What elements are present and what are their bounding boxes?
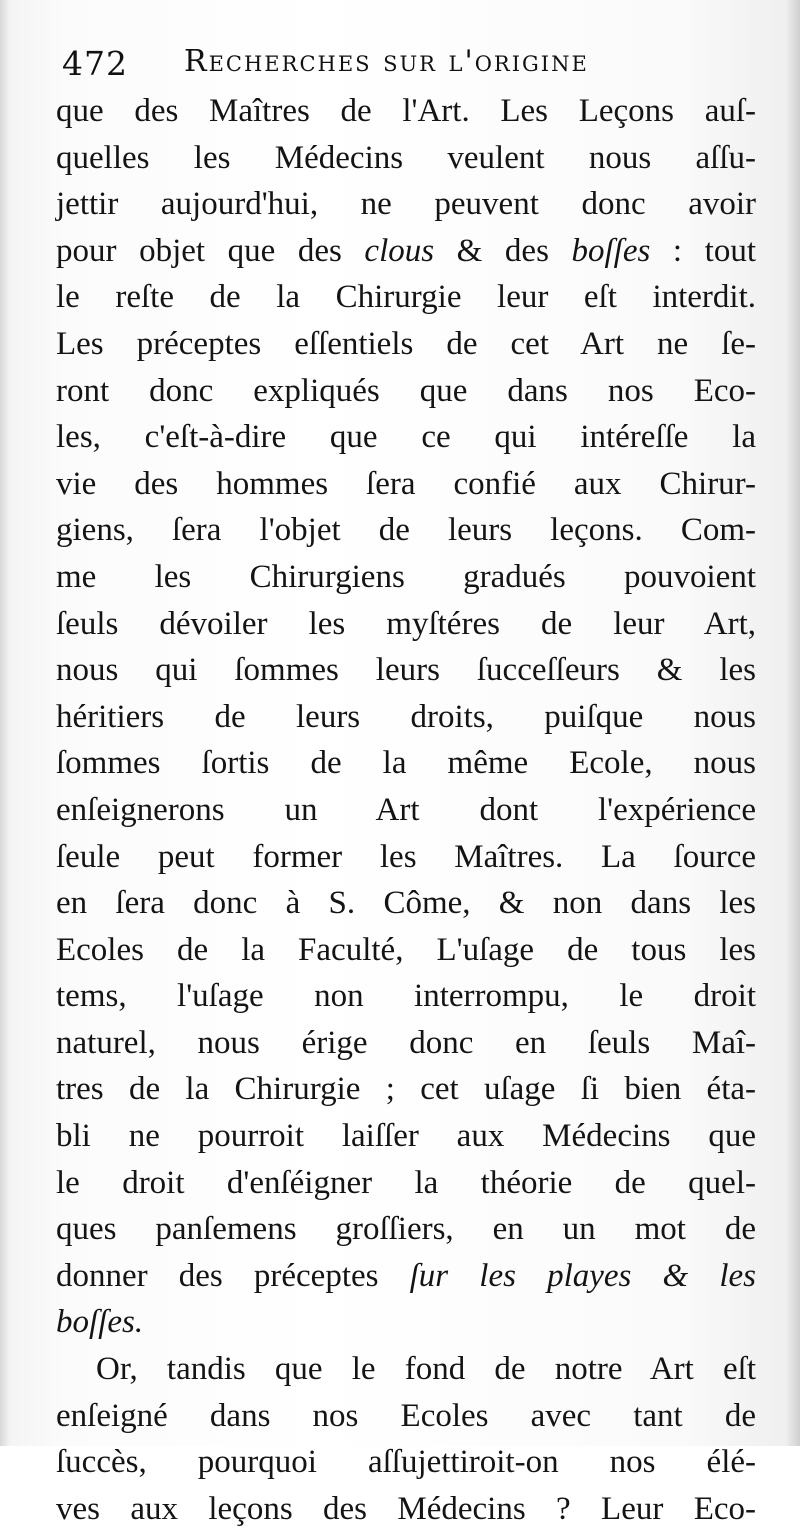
text-run: le droit d'enſéigner la théorie de quel- — [56, 1164, 756, 1201]
page-shadow-left — [0, 0, 10, 1446]
text-line — [56, 368, 756, 415]
text-run: jettir aujourd'hui, ne peuvent donc avoir — [56, 186, 756, 223]
text-run: ſeule peut former les Maîtres. La ſource — [56, 838, 756, 875]
text-run: Les préceptes eſſentiels de cet Art ne ſe- — [56, 325, 756, 362]
text-run: bli ne pourroit laiſſer aux Médecins que — [56, 1118, 756, 1155]
page-number: 472 — [62, 44, 128, 83]
text-line — [56, 1113, 756, 1160]
text-run: enſeignerons un Art dont l'expérience — [56, 791, 756, 828]
text-run: ves aux leçons des Médecins ? Leur Eco- — [56, 1490, 756, 1527]
text-line — [56, 834, 756, 881]
text-line — [56, 973, 756, 1020]
text-run: me les Chirurgiens gradués pouvoient — [56, 558, 756, 595]
text-run: donner des préceptes — [56, 1257, 410, 1294]
text-run: : tout — [650, 232, 756, 269]
body-text — [56, 88, 756, 1532]
text-line — [56, 927, 756, 974]
text-line — [56, 1253, 756, 1300]
page-header — [62, 40, 752, 90]
text-run: les, c'eſt-à-dire que ce qui intéreſſe la — [56, 419, 756, 456]
text-run: le reſte de la Chirurgie leur eſt interdit. — [56, 279, 756, 316]
page-shadow-right — [786, 0, 800, 1446]
italic-text: boſſes. — [56, 1304, 144, 1341]
text-run: quelles les Médecins veulent nous aſſu- — [56, 139, 756, 176]
text-run: ſuccès, pourquoi aſſujettiroit-on nos élé- — [56, 1444, 756, 1481]
text-line — [56, 1206, 756, 1253]
text-run: héritiers de leurs droits, puiſque nous — [56, 698, 756, 735]
text-run: vie des hommes ſera confié aux Chirur- — [56, 465, 756, 502]
italic-text: ſur les playes & les — [409, 1257, 756, 1294]
text-run: ſeuls dévoiler les myſtéres de leur Art, — [56, 605, 756, 642]
text-line — [56, 135, 756, 182]
text-line — [56, 880, 756, 927]
text-run: ront donc expliqués que dans nos Eco- — [56, 372, 756, 409]
text-line — [56, 1393, 756, 1440]
text-line — [56, 694, 756, 741]
text-line — [56, 321, 756, 368]
text-run: tems, l'uſage non interrompu, le droit — [56, 978, 756, 1015]
text-line — [56, 1486, 756, 1532]
text-line — [56, 601, 756, 648]
text-run: Ecoles de la Faculté, L'uſage de tous les — [56, 931, 756, 968]
text-run: en ſera donc à S. Côme, & non dans les — [56, 885, 756, 922]
text-run: tres de la Chirurgie ; cet uſage ſi bien éta- — [56, 1071, 756, 1108]
text-run: nous qui ſommes leurs ſucceſſeurs & les — [56, 652, 756, 689]
text-run: giens, ſera l'objet de leurs leçons. Com- — [56, 512, 756, 549]
text-run: ques panſemens groſſiers, en un mot de — [56, 1211, 756, 1248]
text-line — [56, 1020, 756, 1067]
text-line — [56, 1439, 756, 1486]
text-line — [56, 554, 756, 601]
text-line — [56, 414, 756, 461]
text-run: Or, tandis que le fond de notre Art eſt — [96, 1351, 756, 1388]
text-line — [56, 88, 756, 135]
text-line — [56, 647, 756, 694]
text-run: naturel, nous érige donc en ſeuls Maî- — [56, 1024, 756, 1061]
text-line — [56, 740, 756, 787]
text-line — [56, 274, 756, 321]
text-line — [56, 787, 756, 834]
text-run: ſommes ſortis de la même Ecole, nous — [56, 745, 756, 782]
running-head: Recherches sur l'origine — [184, 44, 589, 79]
text-line — [56, 228, 756, 275]
italic-text: boſſes — [571, 232, 651, 269]
text-line — [56, 1066, 756, 1113]
text-line — [56, 1160, 756, 1207]
text-line — [56, 507, 756, 554]
text-line — [56, 1346, 756, 1393]
text-run: pour objet que des — [56, 232, 365, 269]
italic-text: clous — [364, 232, 435, 269]
text-line — [56, 181, 756, 228]
text-run: & des — [434, 232, 572, 269]
text-run: que des Maîtres de l'Art. Les Leçons auſ- — [56, 93, 756, 129]
text-line — [56, 1299, 756, 1346]
text-line — [56, 461, 756, 508]
text-run: enſeigné dans nos Ecoles avec tant de — [56, 1397, 756, 1434]
